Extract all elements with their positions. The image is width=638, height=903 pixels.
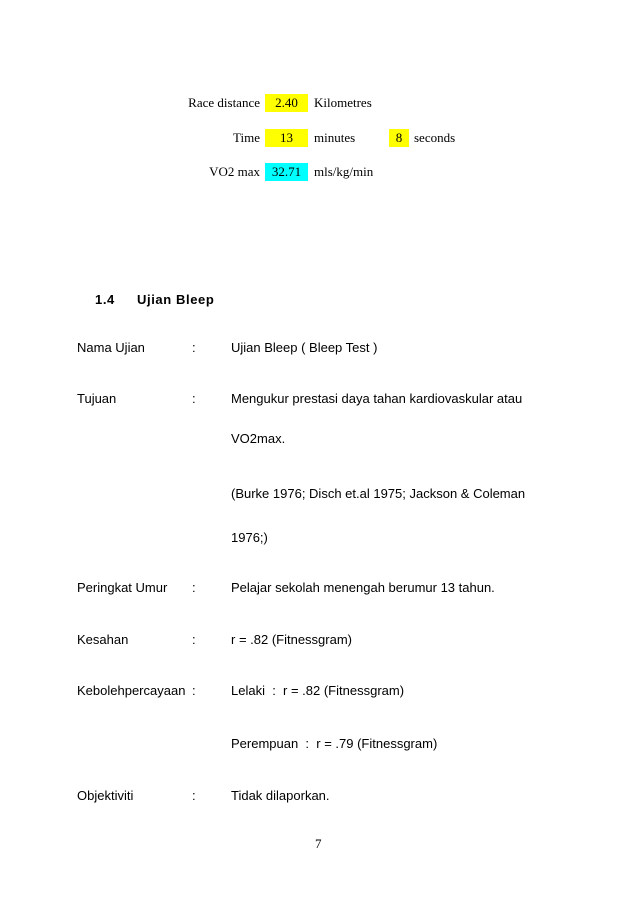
field-colon: : xyxy=(192,632,196,647)
field-value: VO2max. xyxy=(231,431,286,446)
race-distance-label: Race distance xyxy=(188,95,260,110)
minutes-unit: minutes xyxy=(314,130,356,145)
field-label-kesahan: Kesahan xyxy=(77,632,129,647)
field-label-peringkat-umur: Peringkat Umur xyxy=(77,580,168,595)
section-number: 1.4 xyxy=(95,292,115,307)
race-distance-unit: Kilometres xyxy=(314,95,372,110)
field-colon: : xyxy=(192,391,196,406)
field-value: Mengukur prestasi daya tahan kardiovaskular atau xyxy=(231,391,523,406)
field-value: Perempuan : r = .79 (Fitnessgram) xyxy=(231,736,438,751)
field-colon: : xyxy=(192,788,196,803)
field-label-nama-ujian: Nama Ujian xyxy=(77,340,145,355)
vo2-max-value: 32.71 xyxy=(265,163,308,181)
field-value: Lelaki : r = .82 (Fitnessgram) xyxy=(231,683,405,698)
field-value: (Burke 1976; Disch et.al 1975; Jackson & Coleman xyxy=(231,486,526,501)
field-colon: : xyxy=(192,683,196,698)
field-value: 1976;) xyxy=(231,530,268,545)
field-label-objektiviti: Objektiviti xyxy=(77,788,134,803)
page-number: 7 xyxy=(315,836,322,851)
field-colon: : xyxy=(192,340,196,355)
seconds-unit: seconds xyxy=(414,130,456,145)
race-distance-value[interactable]: 2.40 xyxy=(265,94,308,112)
field-value: Ujian Bleep ( Bleep Test ) xyxy=(231,340,378,355)
field-label-kebolehpercayaan: Kebolehpercayaan xyxy=(77,683,186,698)
time-label: Time xyxy=(233,130,260,145)
vo2-max-unit: mls/kg/min xyxy=(314,164,374,179)
field-value: r = .82 (Fitnessgram) xyxy=(231,632,353,647)
field-label-tujuan: Tujuan xyxy=(77,391,117,406)
time-seconds-value[interactable]: 8 xyxy=(389,129,409,147)
field-value: Pelajar sekolah menengah berumur 13 tahun. xyxy=(231,580,495,595)
section-title: Ujian Bleep xyxy=(137,292,215,307)
field-colon: : xyxy=(192,580,196,595)
time-minutes-value[interactable]: 13 xyxy=(265,129,308,147)
field-value: Tidak dilaporkan. xyxy=(231,788,330,803)
vo2-max-label: VO2 max xyxy=(209,164,260,179)
